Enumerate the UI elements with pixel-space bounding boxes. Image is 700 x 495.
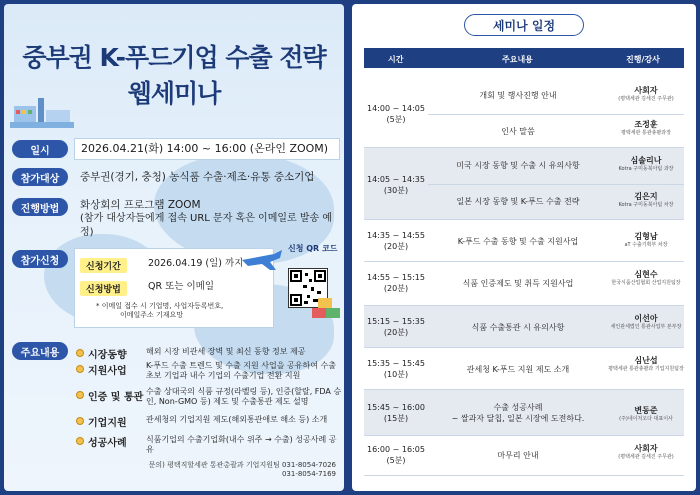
row-time: 14:55 ~ 15:15 (367, 273, 425, 282)
speaker-name: 사회자 (634, 444, 658, 453)
row-duration: (20분) (383, 242, 409, 251)
row-content: K-푸드 수출 동향 및 수출 지원사업 (457, 237, 579, 246)
poster-title-line2: 웹세미나 (127, 79, 221, 108)
method-label: 신청방법 (80, 281, 127, 296)
inquiry-info (149, 461, 336, 479)
table-row (364, 348, 684, 390)
item-label: 기업지원 (88, 418, 127, 429)
list-item (74, 432, 340, 452)
speaker-org: 평택세관 통관총괄과 기업지원팀장 (608, 366, 684, 372)
main-content-list (74, 344, 340, 452)
header-time: 시간 (388, 55, 404, 64)
inquiry-line2: 031-8054-7169 (281, 470, 336, 478)
method-tag: 진행방법 (12, 198, 68, 216)
row-content: 인사 말씀 (501, 127, 535, 136)
row-content: 마무리 안내 (497, 451, 539, 460)
list-item (74, 386, 340, 412)
speaker-name: 심난섭 (634, 356, 658, 365)
row-time: 15:15 ~ 15:35 (367, 317, 425, 326)
apply-note-line1: * 이메일 접수 시 기업명, 사업자등록번호, (96, 302, 224, 310)
item-label: 성공사례 (88, 438, 127, 449)
table-row (364, 306, 684, 348)
list-item (74, 360, 340, 386)
apply-note-line2: 이메일주소 기재요망 (120, 311, 184, 319)
row-duration: (5분) (386, 115, 406, 124)
item-desc: 관세청의 기업지원 제도(해외통관애로 해소 등) 소개 (146, 415, 328, 424)
bullet-icon (76, 349, 84, 357)
airplane-icon (240, 246, 284, 272)
period-value: 2026.04.19 (일) 까지 (148, 258, 244, 269)
speaker-name: 심솔리나 (630, 156, 662, 165)
method-value: QR 또는 이메일 (148, 281, 215, 292)
row-duration: (15분) (383, 414, 409, 423)
row-content-sub: ~ 쌀과자 달칩, 일본 시장에 도전하다. (451, 414, 585, 423)
sub-divider (428, 184, 684, 185)
main-content-tag: 주요내용 (12, 342, 68, 360)
row-duration: (5분) (386, 456, 406, 465)
item-desc: 식품기업의 수출기업화(내수 위주 → 수출) 성공사례 공유 (146, 435, 337, 454)
speaker-name: 변동준 (634, 406, 658, 415)
speaker-name: 김은지 (634, 192, 658, 201)
row-content: 수출 성공사례 (493, 403, 543, 412)
row-time: 14:35 ~ 14:55 (367, 231, 425, 240)
speaker-org: 세인관세법인 통관사업부 본부장 (610, 324, 682, 330)
speaker-org: Kotra 구미동북아팀 과장 (618, 166, 674, 172)
apply-tag: 참가신청 (12, 250, 68, 268)
row-content: 미국 시장 동향 및 수출 시 유의사항 (456, 161, 580, 170)
row-content: 관세청 K-푸드 지원 제도 소개 (466, 365, 570, 374)
table-row (364, 390, 684, 436)
bullet-icon (76, 365, 84, 373)
speaker-name: 이선아 (634, 314, 658, 323)
list-item (74, 344, 340, 360)
row-duration: (30분) (383, 186, 409, 195)
date-box (74, 138, 340, 160)
speaker-org: (주)네이처오다 대표이사 (619, 416, 673, 422)
speaker-name: 심현수 (634, 270, 658, 279)
table-row (364, 220, 684, 262)
row-time: 15:35 ~ 15:45 (367, 359, 425, 368)
speaker-org: 한국식품산업협회 산업지원팀장 (611, 280, 681, 286)
speaker-org: 평택세관 통관총괄과장 (621, 130, 671, 136)
item-desc: 수출 상대국의 식품 규정(라벨링 등), 인증(할랄, FDA 승인, Non-GMO 등) 제도 및 수출통관 제도 설명 (146, 387, 342, 406)
row-duration: (20분) (383, 328, 409, 337)
speaker-org: aT 수출기획부 차장 (624, 242, 668, 248)
schedule-panel (352, 4, 696, 491)
item-label: 지원사업 (88, 366, 127, 377)
schedule-header (364, 48, 684, 68)
row-content: 개회 및 행사진행 안내 (479, 91, 557, 100)
item-desc: K-푸드 수출 트렌드 및 수출 지원 사업을 공유하여 수출 초보 기업과 내수 기업의 수출기업 전환 지원 (146, 361, 336, 380)
method-line2: (참가 대상자들에게 접속 URL 문자 혹은 이메일로 발송 예정) (80, 213, 333, 238)
speaker-org: (평택세관 김세진 주무관) (618, 454, 674, 460)
header-speaker: 진행/강사 (626, 55, 660, 64)
header-content: 주요내용 (502, 55, 533, 64)
row-content: 식품 수출통관 시 유의사항 (471, 323, 565, 332)
row-duration: (20분) (383, 284, 409, 293)
speaker-org: Kotra 구미동북아팀 차장 (618, 202, 674, 208)
bullet-icon (76, 417, 84, 425)
row-content: 일본 시장 동향 및 K-푸드 수출 전략 (456, 197, 580, 206)
row-content: 식품 인증제도 및 취득 지원사업 (462, 279, 574, 288)
table-row (364, 436, 684, 476)
cargo-containers-icon (310, 296, 344, 326)
sub-divider (428, 114, 684, 115)
poster-title-line1: 중부권 K-푸드기업 수출 전략 (22, 43, 326, 72)
item-label: 시장동향 (88, 350, 127, 361)
target-tag: 참가대상 (12, 168, 68, 186)
date-tag: 일시 (12, 140, 68, 158)
speaker-name: 김형남 (634, 232, 658, 241)
speaker-org: (평택세관 김세진 주무관) (618, 96, 674, 102)
row-time: 14:05 ~ 14:35 (367, 175, 425, 184)
list-item (74, 412, 340, 432)
row-duration: (10분) (383, 370, 409, 379)
bullet-icon (76, 437, 84, 445)
speaker-name: 사회자 (634, 86, 658, 95)
qr-label: 신청 QR 코드 (288, 244, 338, 253)
method-line1: 화상회의 프로그램 ZOOM (80, 199, 201, 211)
table-row (364, 262, 684, 306)
item-desc: 해외 시장 비관세 장벽 및 최신 동향 정보 제공 (146, 347, 306, 356)
row-time: 14:00 ~ 14:05 (367, 104, 425, 113)
bullet-icon (76, 391, 84, 399)
date-value: 2026.04.21(화) 14:00 ~ 16:00 (온라인 ZOOM) (81, 142, 329, 155)
period-label: 신청기간 (80, 258, 127, 273)
row-time: 16:00 ~ 16:05 (367, 445, 425, 454)
poster-panel (4, 4, 344, 491)
target-value: 중부권(경기, 충청) 농식품 수출·제조·유통 중소기업 (80, 171, 315, 183)
row-time: 15:45 ~ 16:00 (367, 403, 425, 412)
inquiry-line1: 문의) 평택직할세관 통관총괄과 기업지원팀 031-8054-7026 (148, 461, 336, 469)
item-label: 인증 및 통관 (88, 392, 144, 403)
schedule-title: 세미나 일정 (464, 14, 584, 36)
speaker-name: 조정훈 (634, 120, 658, 129)
